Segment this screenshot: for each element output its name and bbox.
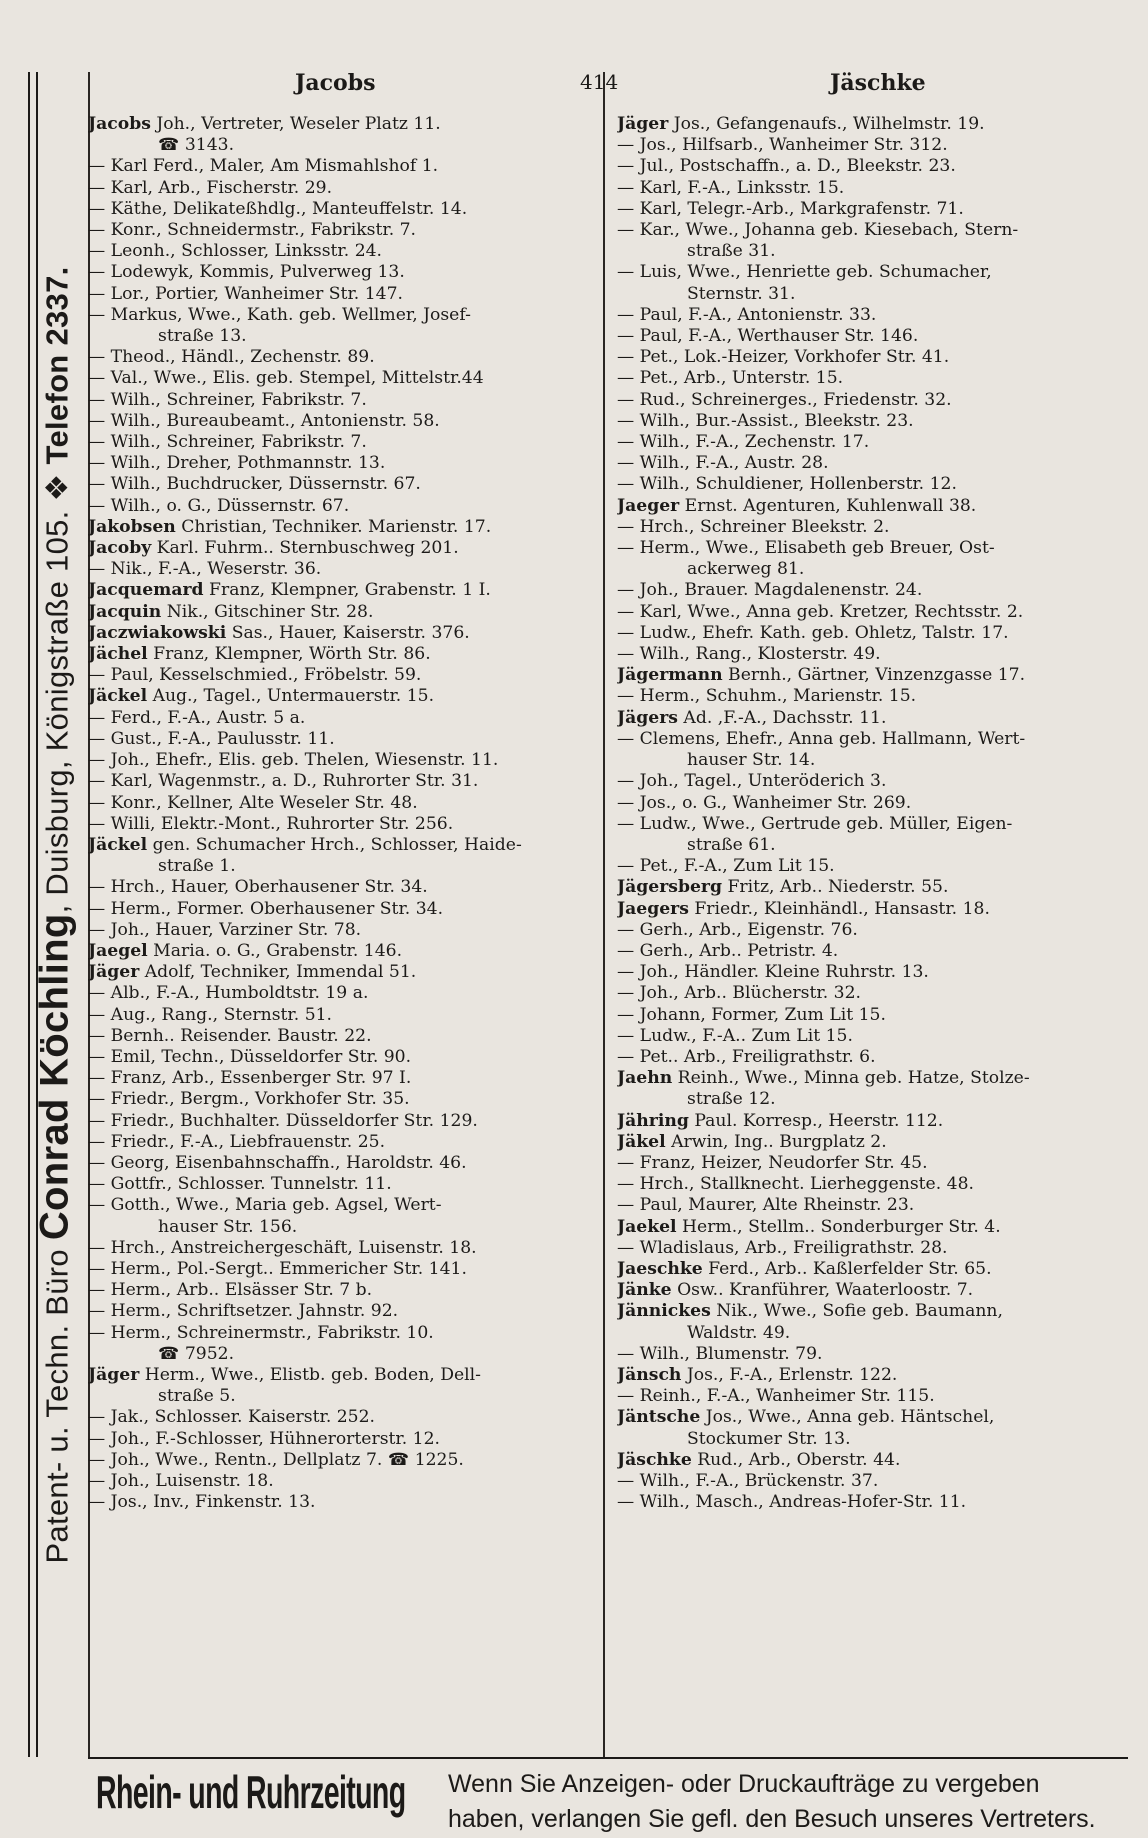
directory-entry: — Gerh., Arb., Eigenstr. 76.	[617, 919, 858, 940]
directory-entry: — Karl, Wagenmstr., a. D., Ruhrorter Str. 31.	[88, 771, 479, 792]
directory-entry: — Alb., F.-A., Humboldtstr. 19 a.	[88, 983, 369, 1004]
directory-entry: — Friedr., F.-A., Liebfrauenstr. 25.	[88, 1131, 386, 1152]
running-head-left: Jacobs	[295, 70, 376, 96]
directory-entry: straße 1.	[158, 856, 236, 877]
left-column	[88, 114, 580, 1513]
directory-entry: — Wilh., F.-A., Brückenstr. 37.	[617, 1471, 879, 1491]
directory-entry: — Pet., Lok.-Heizer, Vorkhofer Str. 41.	[617, 347, 950, 368]
directory-entry: — Ludw., F.-A.. Zum Lit 15.	[617, 1025, 853, 1046]
directory-entry: — Wilh., Dreher, Pothmannstr. 13.	[88, 453, 386, 474]
bottom-ad-line1: Wenn Sie Anzeigen- oder Druckaufträge zu vergeben	[448, 1770, 1040, 1798]
directory-entry: — Hrch., Anstreichergeschäft, Luisenstr. 18.	[88, 1237, 477, 1258]
directory-entry: ackerweg 81.	[687, 559, 805, 580]
directory-entry: Jacobs Joh., Vertreter, Weseler Platz 11.	[88, 114, 441, 134]
directory-entry: — Friedr., Buchhalter. Düsseldorfer Str. 129.	[88, 1110, 478, 1131]
directory-entry: — Gotth., Wwe., Maria geb. Agsel, Wert-	[88, 1195, 442, 1216]
directory-entry: — Johann, Former, Zum Lit 15.	[617, 1004, 886, 1025]
right-column	[617, 114, 1127, 1513]
directory-entry: — Herm., Schuhm., Marienstr. 15.	[617, 686, 917, 707]
directory-entry: ☎ 3143.	[158, 135, 235, 156]
directory-entry: Jaehn Reinh., Wwe., Minna geb. Hatze, Stolze-	[617, 1068, 1030, 1089]
directory-entry: — Joh., Brauer. Magdalenenstr. 24.	[617, 580, 923, 601]
directory-entry: — Wilh., Bur.-Assist., Bleekstr. 23.	[617, 410, 914, 431]
directory-entry: — Herm., Arb.. Elsässer Str. 7 b.	[88, 1280, 373, 1301]
directory-entry: straße 13.	[158, 326, 247, 347]
running-head-right: Jäschke	[830, 70, 926, 96]
directory-entry: — Karl, Wwe., Anna geb. Kretzer, Rechtsstr. 2.	[617, 601, 1024, 622]
directory-entry: — Jul., Postschaffn., a. D., Bleekstr. 23.	[617, 156, 956, 177]
directory-entry: — Karl Ferd., Maler, Am Mismahlshof 1.	[88, 156, 439, 177]
directory-entry: — Lor., Portier, Wanheimer Str. 147.	[88, 283, 403, 304]
directory-entry: Jänsch Jos., F.-A., Erlenstr. 122.	[617, 1364, 898, 1385]
directory-entry: — Val., Wwe., Elis. geb. Stempel, Mittelstr.44	[88, 368, 484, 389]
directory-entry: Jaegers Friedr., Kleinhändl., Hansastr. 18.	[617, 898, 990, 919]
directory-entry: — Gerh., Arb.. Petristr. 4.	[617, 940, 839, 961]
directory-entry: — Wladislaus, Arb., Freiligrathstr. 28.	[617, 1237, 948, 1258]
directory-entry: Jaeger Ernst. Agenturen, Kuhlenwall 38.	[617, 495, 977, 516]
directory-entry: — Wilh., Blumenstr. 79.	[617, 1343, 823, 1364]
directory-entry: — Pet.. Arb., Freiligrathstr. 6.	[617, 1046, 876, 1067]
side-advert-company: Conrad Köchling	[32, 912, 77, 1240]
directory-entry: — Gust., F.-A., Paulusstr. 11.	[88, 728, 335, 749]
directory-entry: Jägermann Bernh., Gärtner, Vinzenzgasse 17.	[617, 665, 1026, 686]
directory-entry: — Ludw., Wwe., Gertrude geb. Müller, Eigen-	[617, 813, 1013, 834]
directory-entry: — Wilh., Rang., Klosterstr. 49.	[617, 644, 881, 665]
directory-entry: — Paul, Kesselschmied., Fröbelstr. 59.	[88, 665, 422, 686]
bottom-ad-line2: haben, verlangen Sie gefl. den Besuch unseres Vertreters.	[448, 1805, 1096, 1833]
directory-entry: — Hrch., Hauer, Oberhausener Str. 34.	[88, 877, 428, 898]
directory-entry: — Wilh., Masch., Andreas-Hofer-Str. 11.	[617, 1492, 967, 1513]
directory-entry: — Joh., Tagel., Unteröderich 3.	[617, 771, 887, 792]
directory-entry: Jäschke Rud., Arb., Oberstr. 44.	[617, 1449, 901, 1470]
directory-entry: — Herm., Former. Oberhausener Str. 34.	[88, 898, 444, 919]
directory-entry: — Wilh., Schreiner, Fabrikstr. 7.	[88, 389, 367, 410]
directory-entry: — Joh., F.-Schlosser, Hühnerorterstr. 12.	[88, 1428, 441, 1449]
bottom-ad-title: Rhein- und Ruhrzeitung	[96, 1766, 406, 1818]
side-advert-text	[33, 75, 78, 1755]
directory-entry: — Clemens, Ehefr., Anna geb. Hallmann, Wert-	[617, 728, 1026, 749]
directory-entry: Jaekel Herm., Stellm.. Sonderburger Str. 4.	[617, 1216, 1001, 1237]
directory-entry: — Wilh., Schuldiener, Hollenberstr. 12.	[617, 474, 957, 495]
directory-entry: — Wilh., Buchdrucker, Düssernstr. 67.	[88, 474, 421, 495]
side-advert-separator: ❖	[39, 472, 75, 501]
directory-entry: — Käthe, Delikateßhdlg., Manteuffelstr. 14.	[88, 198, 468, 219]
directory-entry: Jacquemard Franz, Klempner, Grabenstr. 1 I.	[88, 580, 491, 601]
page-number: 414	[580, 70, 619, 94]
directory-entry: straße 31.	[687, 241, 776, 262]
directory-entry: — Joh., Händler. Kleine Ruhrstr. 13.	[617, 962, 929, 983]
directory-entry: — Wilh., Bureaubeamt., Antonienstr. 58.	[88, 410, 440, 431]
directory-entry: ☎ 7952.	[158, 1343, 235, 1364]
directory-entry: — Herm., Pol.-Sergt.. Emmericher Str. 141.	[88, 1258, 467, 1279]
directory-entry: Jäger Adolf, Techniker, Immendal 51.	[88, 962, 417, 983]
directory-entry: — Franz, Heizer, Neudorfer Str. 45.	[617, 1152, 928, 1173]
directory-entry: — Hrch., Schreiner Bleekstr. 2.	[617, 516, 890, 537]
directory-entry: Jakobsen Christian, Techniker. Marienstr. 17.	[88, 516, 492, 537]
column-divider	[603, 72, 605, 1757]
directory-entry: — Paul, Maurer, Alte Rheinstr. 23.	[617, 1195, 915, 1216]
directory-entry: — Karl, F.-A., Linksstr. 15.	[617, 177, 845, 198]
directory-entry: — Jos., Inv., Finkenstr. 13.	[88, 1492, 316, 1513]
directory-entry: — Konr., Schneidermstr., Fabrikstr. 7.	[88, 220, 417, 241]
directory-entry: Jäckel Aug., Tagel., Untermauerstr. 15.	[88, 686, 435, 707]
side-advert-phone: Telefon 2337.	[39, 265, 75, 473]
directory-entry: — Hrch., Stallknecht. Lierheggenste. 48.	[617, 1174, 974, 1195]
directory-entry: — Ferd., F.-A., Austr. 5 a.	[88, 707, 306, 728]
directory-entry: straße 5.	[158, 1386, 236, 1407]
directory-entry: hauser Str. 14.	[687, 750, 816, 771]
directory-entry: Jächel Franz, Klempner, Wörth Str. 86.	[88, 644, 431, 665]
directory-entry: straße 61.	[687, 834, 776, 855]
directory-entry: — Joh., Luisenstr. 18.	[88, 1471, 274, 1491]
directory-entry: Jaeschke Ferd., Arb.. Kaßlerfelder Str. 65.	[617, 1258, 992, 1279]
directory-entry: Jägers Ad. ,F.-A., Dachsstr. 11.	[617, 707, 887, 728]
directory-entry: Jacoby Karl. Fuhrm.. Sternbuschweg 201.	[88, 538, 459, 559]
directory-entry: Jänke Osw.. Kranführer, Waaterloostr. 7.	[617, 1280, 974, 1301]
directory-entry: Jaczwiakowski Sas., Hauer, Kaiserstr. 376.	[88, 622, 470, 643]
directory-entry: Jähring Paul. Korresp., Heerstr. 112.	[617, 1110, 944, 1131]
directory-entry: — Rud., Schreinerges., Friedenstr. 32.	[617, 389, 952, 410]
directory-entry: — Karl, Telegr.-Arb., Markgrafenstr. 71.	[617, 198, 964, 219]
directory-entry: — Willi, Elektr.-Mont., Ruhrorter Str. 256.	[88, 813, 454, 834]
directory-entry: — Jak., Schlosser. Kaiserstr. 252.	[88, 1407, 376, 1428]
directory-entry: — Friedr., Bergm., Vorkhofer Str. 35.	[88, 1089, 410, 1110]
directory-entry: — Luis, Wwe., Henriette geb. Schumacher,	[617, 262, 992, 283]
directory-entry: — Wilh., F.-A., Austr. 28.	[617, 453, 829, 474]
directory-entry: — Joh., Ehefr., Elis. geb. Thelen, Wiesenstr. 11.	[88, 750, 499, 771]
directory-entry: — Pet., Arb., Unterstr. 15.	[617, 368, 844, 389]
directory-entry: — Konr., Kellner, Alte Weseler Str. 48.	[88, 792, 418, 813]
directory-entry: Stockumer Str. 13.	[687, 1428, 851, 1449]
directory-entry: Jägersberg Fritz, Arb.. Niederstr. 55.	[617, 877, 949, 898]
directory-entry: Jäkel Arwin, Ing.. Burgplatz 2.	[617, 1131, 887, 1152]
directory-entry: — Karl, Arb., Fischerstr. 29.	[88, 177, 333, 198]
directory-entry: — Jos., o. G., Wanheimer Str. 269.	[617, 792, 912, 813]
directory-entry: — Jos., Hilfsarb., Wanheimer Str. 312.	[617, 135, 948, 156]
directory-entry: — Wilh., F.-A., Zechenstr. 17.	[617, 432, 870, 453]
directory-entry: — Nik., F.-A., Weserstr. 36.	[88, 559, 322, 580]
directory-entry: Jäger Herm., Wwe., Elistb. geb. Boden, Dell-	[88, 1364, 481, 1385]
directory-entry: — Wilh., o. G., Düssernstr. 67.	[88, 495, 350, 516]
directory-entry: — Herm., Schriftsetzer. Jahnstr. 92.	[88, 1301, 399, 1322]
directory-entry: — Lodewyk, Kommis, Pulverweg 13.	[88, 262, 405, 283]
directory-entry: — Georg, Eisenbahnschaffn., Haroldstr. 46.	[88, 1152, 467, 1173]
bottom-rule	[88, 1757, 1128, 1759]
directory-entry: — Theod., Händl., Zechenstr. 89.	[88, 347, 375, 368]
side-advert-part1: Patent- u. Techn. Büro	[39, 1239, 75, 1564]
directory-entry: Jacquin Nik., Gitschiner Str. 28.	[88, 601, 374, 622]
directory-entry: hauser Str. 156.	[158, 1216, 298, 1237]
directory-entry: Waldstr. 49.	[687, 1322, 791, 1343]
directory-entry: — Aug., Rang., Sternstr. 51.	[88, 1004, 333, 1025]
directory-entry: Jännickes Nik., Wwe., Sofie geb. Baumann,	[617, 1301, 1003, 1322]
directory-entry: — Joh., Arb.. Blücherstr. 32.	[617, 983, 861, 1004]
directory-entry: — Ludw., Ehefr. Kath. geb. Ohletz, Talstr. 17.	[617, 622, 1009, 643]
directory-entry: — Leonh., Schlosser, Linksstr. 24.	[88, 241, 383, 262]
directory-entry: — Gottfr., Schlosser. Tunnelstr. 11.	[88, 1174, 392, 1195]
directory-entry: — Pet., F.-A., Zum Lit 15.	[617, 856, 835, 877]
directory-entry: — Herm., Wwe., Elisabeth geb Breuer, Ost-	[617, 538, 995, 559]
directory-entry: — Joh., Wwe., Rentn., Dellplatz 7. ☎ 1225.	[88, 1449, 464, 1470]
directory-entry: — Markus, Wwe., Kath. geb. Wellmer, Josef-	[88, 304, 471, 325]
directory-entry: straße 12.	[687, 1089, 776, 1110]
directory-entry: — Kar., Wwe., Johanna geb. Kiesebach, Stern-	[617, 220, 1019, 241]
directory-entry: — Bernh.. Reisender. Baustr. 22.	[88, 1025, 372, 1046]
side-advert-address: , Duisburg, Königstraße 105.	[39, 500, 75, 913]
directory-entry: — Paul, F.-A., Werthauser Str. 146.	[617, 326, 919, 347]
side-advert-band	[28, 72, 82, 1757]
directory-entry: — Reinh., F.-A., Wanheimer Str. 115.	[617, 1386, 935, 1407]
directory-entry: Jäger Jos., Gefangenaufs., Wilhelmstr. 19.	[617, 114, 985, 134]
directory-entry: Sternstr. 31.	[687, 283, 796, 304]
directory-entry: Jäckel gen. Schumacher Hrch., Schlosser, Haide-	[88, 834, 522, 855]
directory-entry: Jäntsche Jos., Wwe., Anna geb. Häntschel,	[617, 1407, 995, 1428]
directory-entry: — Joh., Hauer, Varziner Str. 78.	[88, 919, 362, 940]
directory-entry: — Franz, Arb., Essenberger Str. 97 I.	[88, 1068, 412, 1089]
directory-entry: — Wilh., Schreiner, Fabrikstr. 7.	[88, 432, 367, 453]
directory-entry: Jaegel Maria. o. G., Grabenstr. 146.	[88, 940, 403, 961]
directory-entry: — Paul, F.-A., Antonienstr. 33.	[617, 304, 877, 325]
directory-entry: — Herm., Schreinermstr., Fabrikstr. 10.	[88, 1322, 434, 1343]
directory-entry: — Emil, Techn., Düsseldorfer Str. 90.	[88, 1046, 412, 1067]
